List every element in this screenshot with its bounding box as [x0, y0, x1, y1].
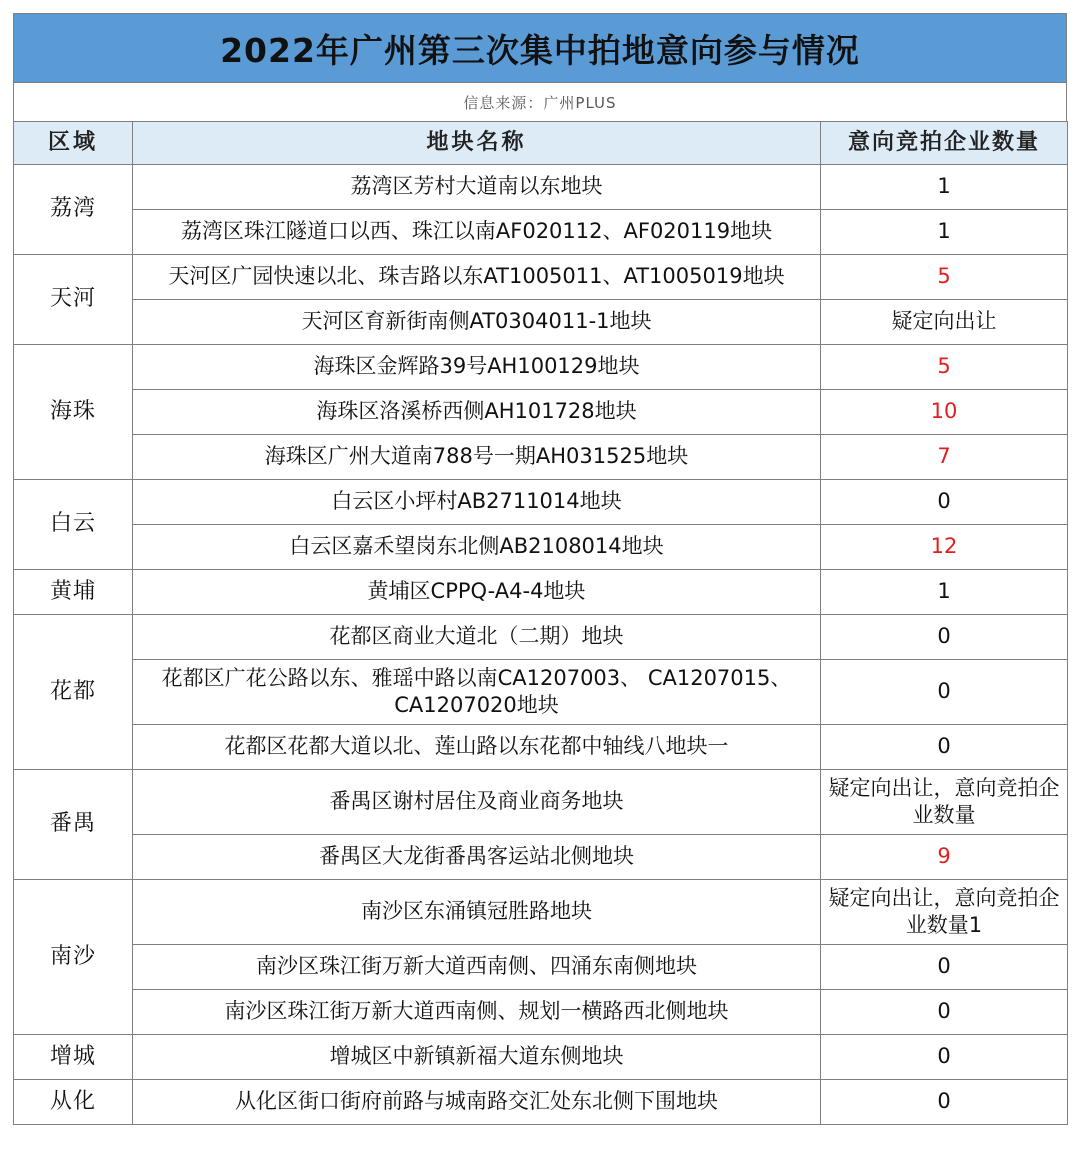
region-cell: 增城: [14, 1035, 133, 1080]
parcel-name-cell: 从化区街口街府前路与城南路交汇处东北侧下围地块: [133, 1080, 821, 1125]
table-header-row: [14, 122, 1068, 165]
table-row: [14, 480, 1068, 525]
bidder-count-cell: 0: [821, 615, 1068, 660]
table-row: [14, 1035, 1068, 1080]
table-row: [14, 770, 1068, 835]
bidder-count-cell: 5: [821, 255, 1068, 300]
parcel-name-cell: 黄埔区CPPQ-A4-4地块: [133, 570, 821, 615]
bidder-count-cell: 0: [821, 990, 1068, 1035]
table-row: [14, 525, 1068, 570]
region-cell: 荔湾: [14, 165, 133, 255]
bidder-count-cell: 0: [821, 725, 1068, 770]
bidder-count-cell: 0: [821, 480, 1068, 525]
parcel-name-cell: 南沙区珠江街万新大道西南侧、规划一横路西北侧地块: [133, 990, 821, 1035]
parcel-name-cell: 荔湾区芳村大道南以东地块: [133, 165, 821, 210]
bidder-count-cell: 10: [821, 390, 1068, 435]
bidder-count-cell: 1: [821, 210, 1068, 255]
parcel-name-cell: 花都区商业大道北（二期）地块: [133, 615, 821, 660]
table-row: [14, 300, 1068, 345]
table-row: [14, 945, 1068, 990]
parcel-name-cell: 南沙区珠江街万新大道西南侧、四涌东南侧地块: [133, 945, 821, 990]
table-row: [14, 615, 1068, 660]
table-row: [14, 570, 1068, 615]
region-cell: 从化: [14, 1080, 133, 1125]
page-title: 2022年广州第三次集中拍地意向参与情况: [13, 13, 1067, 83]
table-row: [14, 165, 1068, 210]
bidder-count-cell: 疑定向出让，意向竞拍企业数量: [821, 770, 1068, 835]
parcel-name-cell: 花都区广花公路以东、雅瑶中路以南CA1207003、 CA1207015、CA1207020地块: [133, 660, 821, 725]
bidder-count-cell: 疑定向出让，意向竞拍企业数量1: [821, 880, 1068, 945]
parcel-name-cell: 番禺区谢村居住及商业商务地块: [133, 770, 821, 835]
table-row: [14, 990, 1068, 1035]
table-row: [14, 435, 1068, 480]
table-row: [14, 1080, 1068, 1125]
parcel-name-cell: 荔湾区珠江隧道口以西、珠江以南AF020112、AF020119地块: [133, 210, 821, 255]
parcel-name-cell: 番禺区大龙街番禺客运站北侧地块: [133, 835, 821, 880]
parcel-name-cell: 天河区广园快速以北、珠吉路以东AT1005011、AT1005019地块: [133, 255, 821, 300]
parcel-name-cell: 白云区小坪村AB2711014地块: [133, 480, 821, 525]
parcel-name-cell: 南沙区东涌镇冠胜路地块: [133, 880, 821, 945]
header-region: 区域: [14, 122, 133, 165]
table-row: [14, 345, 1068, 390]
table-row: [14, 255, 1068, 300]
bidder-count-cell: 1: [821, 165, 1068, 210]
region-cell: 海珠: [14, 345, 133, 480]
parcel-name-cell: 白云区嘉禾望岗东北侧AB2108014地块: [133, 525, 821, 570]
region-cell: 黄埔: [14, 570, 133, 615]
table-body: [14, 165, 1068, 1125]
bidder-count-cell: 12: [821, 525, 1068, 570]
table-row: [14, 880, 1068, 945]
table-row: [14, 660, 1068, 725]
bidder-count-cell: 0: [821, 1035, 1068, 1080]
header-bidder-count: 意向竞拍企业数量: [821, 122, 1068, 165]
bidder-count-cell: 0: [821, 945, 1068, 990]
header-parcel-name: 地块名称: [133, 122, 821, 165]
parcel-name-cell: 海珠区金辉路39号AH100129地块: [133, 345, 821, 390]
table-row: [14, 835, 1068, 880]
region-cell: 白云: [14, 480, 133, 570]
land-auction-table-container: [13, 13, 1067, 1125]
bidder-count-cell: 5: [821, 345, 1068, 390]
table-row: [14, 210, 1068, 255]
parcel-name-cell: 花都区花都大道以北、莲山路以东花都中轴线八地块一: [133, 725, 821, 770]
bidder-count-cell: 9: [821, 835, 1068, 880]
parcel-name-cell: 增城区中新镇新福大道东侧地块: [133, 1035, 821, 1080]
parcel-name-cell: 海珠区洛溪桥西侧AH101728地块: [133, 390, 821, 435]
bidder-count-cell: 疑定向出让: [821, 300, 1068, 345]
parcel-name-cell: 海珠区广州大道南788号一期AH031525地块: [133, 435, 821, 480]
bidder-count-cell: 0: [821, 1080, 1068, 1125]
bidder-count-cell: 7: [821, 435, 1068, 480]
region-cell: 天河: [14, 255, 133, 345]
parcel-name-cell: 天河区育新街南侧AT0304011-1地块: [133, 300, 821, 345]
region-cell: 番禺: [14, 770, 133, 880]
land-parcel-table: [13, 121, 1068, 1125]
source-note: 信息来源：广州PLUS: [13, 83, 1067, 121]
region-cell: 南沙: [14, 880, 133, 1035]
table-row: [14, 390, 1068, 435]
bidder-count-cell: 0: [821, 660, 1068, 725]
region-cell: 花都: [14, 615, 133, 770]
table-row: [14, 725, 1068, 770]
bidder-count-cell: 1: [821, 570, 1068, 615]
